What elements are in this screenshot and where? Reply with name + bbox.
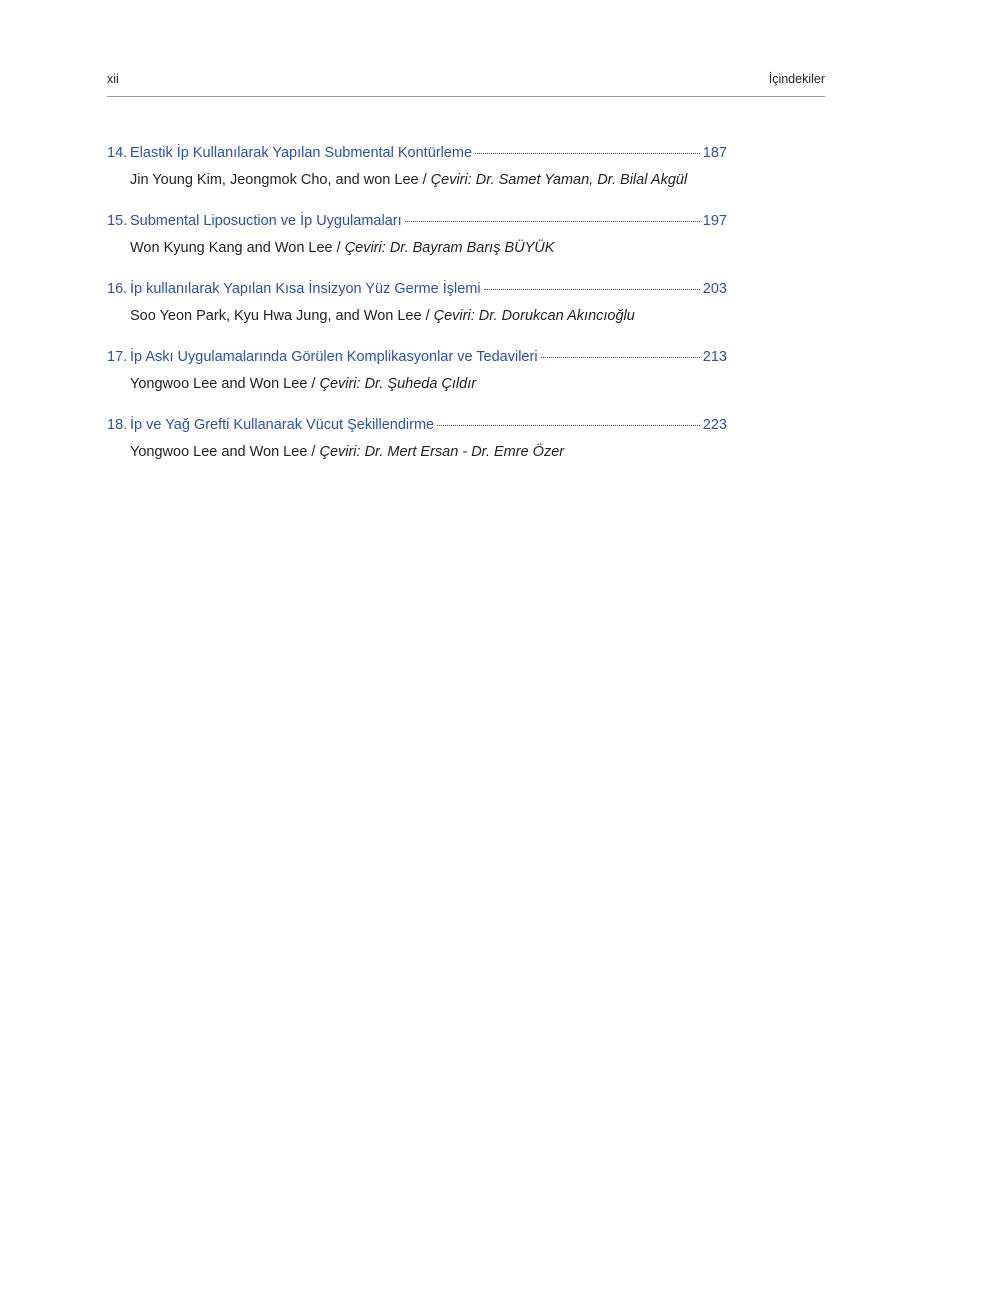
dot-leader bbox=[405, 221, 700, 222]
chapter-translators: Çeviri: Dr. Dorukcan Akıncıoğlu bbox=[433, 308, 635, 324]
chapter-page: 213 bbox=[702, 349, 727, 365]
chapter-page: 187 bbox=[702, 145, 727, 161]
page-number: xii bbox=[107, 72, 119, 86]
toc-entry bbox=[107, 415, 727, 462]
chapter-page: 197 bbox=[702, 213, 727, 229]
toc-entry bbox=[107, 143, 727, 190]
dot-leader bbox=[484, 289, 700, 290]
running-head: İçindekiler bbox=[768, 72, 825, 86]
chapter-title: İp kullanılarak Yapılan Kısa İnsizyon Yüz Germe İşlemi bbox=[130, 281, 481, 297]
chapter-number: 18. bbox=[107, 417, 128, 433]
chapter-credits bbox=[107, 238, 727, 258]
chapter-number: 15. bbox=[107, 213, 128, 229]
chapter-credits bbox=[107, 442, 727, 462]
table-of-contents bbox=[107, 143, 727, 483]
chapter-title: İp Askı Uygulamalarında Görülen Komplikasyonlar ve Tedavileri bbox=[130, 349, 538, 365]
toc-entry-link[interactable] bbox=[107, 143, 727, 163]
chapter-title: İp ve Yağ Grefti Kullanarak Vücut Şekillendirme bbox=[130, 417, 435, 433]
chapter-authors: Jin Young Kim, Jeongmok Cho, and won Lee / bbox=[130, 172, 431, 188]
chapter-authors: Yongwoo Lee and Won Lee / bbox=[130, 444, 320, 460]
chapter-authors: Yongwoo Lee and Won Lee / bbox=[130, 376, 320, 392]
toc-entry-link[interactable] bbox=[107, 347, 727, 367]
page-header bbox=[107, 70, 825, 97]
chapter-credits bbox=[107, 374, 727, 394]
chapter-credits bbox=[107, 306, 727, 326]
dot-leader bbox=[541, 357, 700, 358]
chapter-authors: Soo Yeon Park, Kyu Hwa Jung, and Won Lee / bbox=[130, 308, 434, 324]
toc-entry-link[interactable] bbox=[107, 415, 727, 435]
chapter-translators: Çeviri: Dr. Samet Yaman, Dr. Bilal Akgül bbox=[430, 172, 688, 188]
chapter-translators: Çeviri: Dr. Bayram Barış BÜYÜK bbox=[344, 240, 555, 256]
dot-leader bbox=[437, 425, 700, 426]
chapter-number: 14. bbox=[107, 145, 128, 161]
chapter-number: 16. bbox=[107, 281, 128, 297]
chapter-credits bbox=[107, 170, 727, 190]
toc-entry bbox=[107, 211, 727, 258]
toc-entry bbox=[107, 279, 727, 326]
chapter-page: 223 bbox=[702, 417, 727, 433]
chapter-authors: Won Kyung Kang and Won Lee / bbox=[130, 240, 345, 256]
chapter-translators: Çeviri: Dr. Şuheda Çıldır bbox=[319, 376, 477, 392]
dot-leader bbox=[475, 153, 700, 154]
chapter-title: Elastik İp Kullanılarak Yapılan Submental Kontürleme bbox=[130, 145, 473, 161]
chapter-number: 17. bbox=[107, 349, 128, 365]
chapter-page: 203 bbox=[702, 281, 727, 297]
chapter-title: Submental Liposuction ve İp Uygulamaları bbox=[130, 213, 402, 229]
toc-entry-link[interactable] bbox=[107, 211, 727, 231]
chapter-translators: Çeviri: Dr. Mert Ersan - Dr. Emre Özer bbox=[319, 444, 565, 460]
toc-entry bbox=[107, 347, 727, 394]
toc-entry-link[interactable] bbox=[107, 279, 727, 299]
